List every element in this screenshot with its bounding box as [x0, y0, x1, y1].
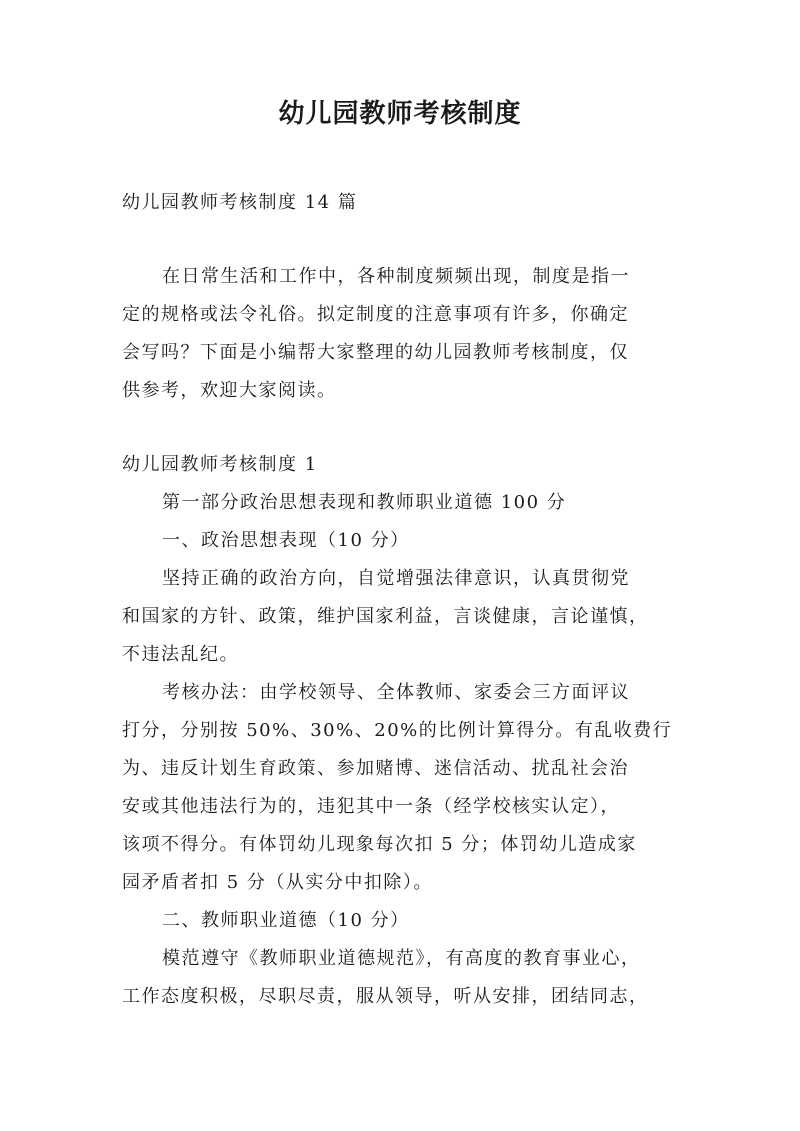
intro-line: 定的规格或法令礼俗。拟定制度的注意事项有许多，你确定 [122, 304, 629, 325]
item-line: 工作态度积极，尽职尽责，服从领导，听从安排，团结同志， [122, 986, 649, 1007]
section-heading: 幼儿园教师考核制度 1 [122, 454, 318, 475]
item-line: 和国家的方针、政策，维护国家利益，言谈健康，言论谨慎， [122, 606, 649, 627]
item-heading: 一、政治思想表现（10 分） [162, 530, 410, 551]
part-heading: 第一部分政治思想表现和教师职业道德 100 分 [162, 492, 567, 513]
method-line: 为、违反计划生育政策、参加赌博、迷信活动、扰乱社会治 [122, 758, 629, 779]
intro-line: 在日常生活和工作中，各种制度频频出现，制度是指一 [162, 266, 630, 287]
method-line: 园矛盾者扣 5 分（从实分中扣除）。 [122, 872, 433, 893]
document-subtitle: 幼儿园教师考核制度 14 篇 [122, 192, 358, 213]
document-title: 幼儿园教师考核制度 [278, 99, 522, 129]
item-line: 不违法乱纪。 [122, 644, 239, 665]
method-line: 打分，分别按 50%、30%、20%的比例计算得分。有乱收费行 [122, 720, 673, 741]
method-line: 该项不得分。有体罚幼儿现象每次扣 5 分；体罚幼儿造成家 [122, 834, 637, 855]
method-line: 安或其他违法行为的，违犯其中一条（经学校核实认定）， [122, 796, 620, 817]
intro-line: 会写吗？下面是小编帮大家整理的幼儿园教师考核制度，仅 [122, 342, 629, 363]
item-line: 坚持正确的政治方向，自觉增强法律意识，认真贯彻党 [162, 568, 630, 589]
intro-line: 供参考，欢迎大家阅读。 [122, 380, 337, 401]
item-heading: 二、教师职业道德（10 分） [162, 910, 410, 931]
method-line: 考核办法：由学校领导、全体教师、家委会三方面评议 [162, 682, 630, 703]
item-line: 模范遵守《教师职业道德规范》，有高度的教育事业心， [162, 948, 641, 969]
